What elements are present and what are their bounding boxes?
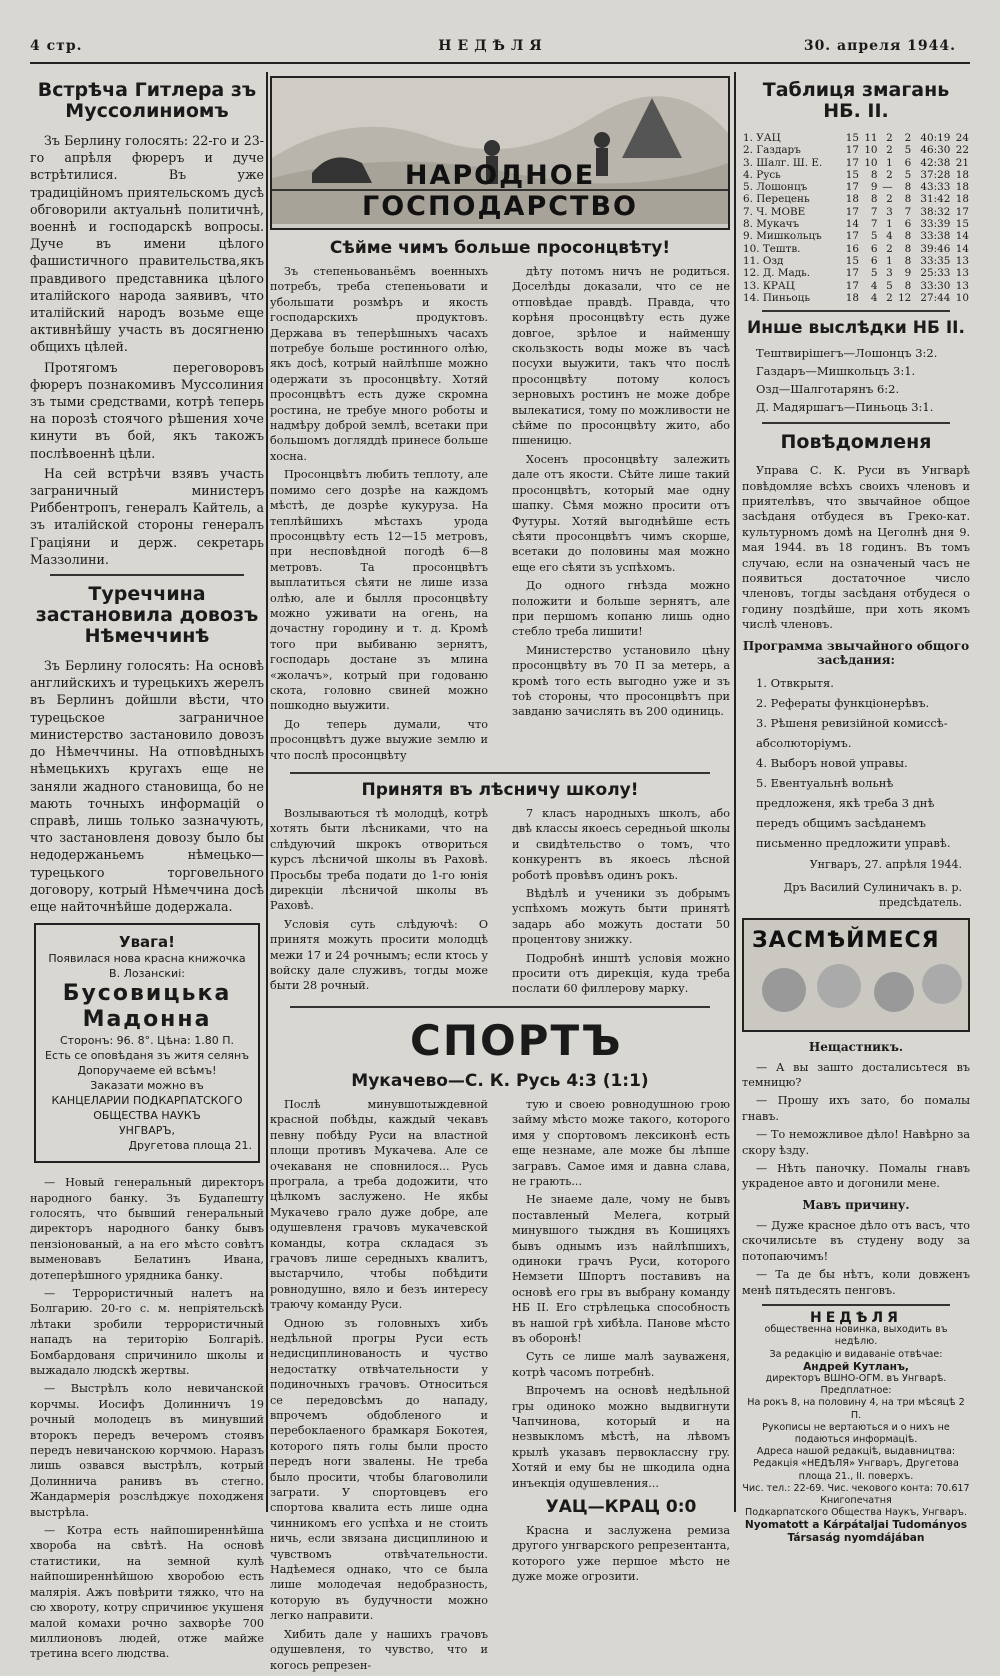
text-column xyxy=(512,806,730,1000)
program-title: Программа звычайного общого засѣдания: xyxy=(742,638,970,667)
column-rule-right xyxy=(734,72,736,1512)
standings-cell: 18 xyxy=(845,291,859,304)
standings-cell: 15 xyxy=(845,132,859,144)
masthead-line: Адреса нашой редакцiѣ, выдавництва: xyxy=(756,1446,956,1458)
standings-cell: 8 xyxy=(904,181,912,194)
text-column xyxy=(512,264,730,766)
standings-cell: 11 xyxy=(864,132,878,144)
news-item: — Выстрѣлъ коло невичанской корчмы. Иосифъ Долинничъ 19 рочный молодецъ въ минувший второкъ передъ вечеромъ стоявъ передъ невичанскою корчмою. Наразъ лишь озвався выстрѣлъ, котрый Долиннича ранивъ въ стегно. Жандармерiя розслѣджує походженя выстрѣла. xyxy=(30,1382,264,1519)
standings-row xyxy=(742,267,970,279)
standings-row xyxy=(742,230,970,242)
standings-row xyxy=(742,193,970,205)
text-column xyxy=(270,264,488,766)
masthead-line: Чис. тел.: 22-69. Чис. чекового конта: 70.617 xyxy=(742,1482,970,1494)
standings-cell: 15 xyxy=(845,254,859,267)
masthead-line: Рукописы не вертаються и о нихъ не подаються информацiѣ. xyxy=(762,1421,950,1445)
signature: Дръ Василий Сулиничакъ в. р. предсѣдатель. xyxy=(783,880,962,909)
standings-cell: 3 xyxy=(886,205,893,218)
ad-line: Есть се оповѣданя зъ житя селянъ xyxy=(45,1049,249,1063)
standings-cell: 33:30 xyxy=(920,279,951,292)
team-name: 8. Мукачъ xyxy=(743,218,800,231)
paragraph: Зъ степеньованьёмъ военныхъ потребъ, треба степеньовати и убольшати розмѣръ и якость господарскихъ продуктовъ. Держава въ теперѣшныхъ часахъ потребуе больше ростинного олѣю, якъ досѣ, котрый найлѣпше можно одержати зъ просонцвѣту. Хотяй просонцвѣтъ есть дуже скромна ростина, не требуе много роботы и надмѣру доброй землѣ, всетаки при большомъ догляддѣ принесе больше хосна. xyxy=(270,265,488,463)
standings-cell: 8 xyxy=(904,254,912,267)
sport-section-title: СПОРТЪ xyxy=(410,1015,623,1065)
paragraph: До одного гнѣзда можно положити и больше зернятъ, але при першомъ копаню лишь одно стебло треба лишити! xyxy=(512,579,730,639)
standings-cell: 2 xyxy=(886,291,893,304)
standings-row xyxy=(742,132,970,144)
standings-cell: 13 xyxy=(955,254,969,267)
news-item: — Котра есть найпоширеннѣйша хвороба на свѣтѣ. На основѣ статистики, на земной кулѣ найпоширеннѣйшою хворобою есть малярiя. Ажъ повѣрити тяжко, что на сю хвороту, котру спричинює укушеня малой комахи рочно захворѣе 700 миллионовъ людей, отже майже третина всего людства. xyxy=(30,1524,264,1661)
standings-cell: 18 xyxy=(955,168,969,181)
ad-attention: Увага! xyxy=(119,933,175,952)
news-briefs xyxy=(30,1175,264,1662)
text-column xyxy=(512,1097,730,1676)
standings-cell: 17 xyxy=(845,267,859,280)
joke-title: Нещастникъ. xyxy=(808,1039,904,1054)
paragraph: Возлываються тѣ молодцѣ, котрѣ хотять быти лѣсниками, что на слѣдуючий шкрокъ отвориться курсъ лѣсничой школы въ Раховѣ. Просьбы треба подати до 1-го юнiя дирекцiи лѣсничой школы въ Раховѣ. xyxy=(270,807,488,913)
standings-row xyxy=(742,280,970,292)
standings-cell: 6 xyxy=(870,254,878,267)
team-name: 10. Тештв. xyxy=(743,242,801,255)
result-line: Тештвирiшегъ—Лошонцъ 3:2. xyxy=(756,346,938,361)
standings-cell: 18 xyxy=(845,193,859,206)
paragraph: Министерство установило цѣну просонцвѣту въ 70 П за метерь, а кромѣ того есть выгодно уже и зъ тоѣ стороны, что просонцвѣтъ при завданю зачислять въ 200 одиниць. xyxy=(512,643,730,719)
agriculture-banner-illustration xyxy=(270,76,730,230)
left-column xyxy=(30,72,264,1661)
standings-cell: 5 xyxy=(904,168,912,181)
standings-cell: 17 xyxy=(845,144,859,157)
standings-cell: 13 xyxy=(955,267,969,280)
issue-date: 30. апреля 1944. xyxy=(803,38,956,54)
paragraph: Зъ Берлину голосять: 22-го и 23-го апрѣля фюреръ и дуче встрѣтилися. Въ уже традицiйномъ приятельскомъ дусѣ обговорили актуальнѣ политичнѣ, военнѣ и господарскѣ вопросы. Дуче въ имени цѣлого фашистичного правительства,якъ правдивого представника цѣлого италiйского народа заявивъ, что италiйский народъ возьме еще активнѣйшу участь въ досягненю общихъ цѣлей. xyxy=(30,133,264,355)
standings-cell: 17 xyxy=(845,156,859,169)
paragraph: Не знаеме дале, чому не бывъ поставленый Мелега, котрый минувшого тыждня въ Кошицяхъ бывъ однымъ изъ найлѣпшихъ, одиноки грачъ Руси, которого Немзети Шпортъ поставивъ на основѣ его гры въ выбрану команду НБ II. Его стрѣлецька способность въ нашой грѣ хибѣла. Панове мѣсто въ оборонѣ! xyxy=(512,1193,730,1345)
standings-cell: 4 xyxy=(870,279,878,292)
standings-row xyxy=(742,181,970,193)
masthead-line: Предплатное: xyxy=(820,1385,892,1397)
standings-cell: 15 xyxy=(845,168,859,181)
standings-cell: 1 xyxy=(886,254,893,267)
standings-cell: 2 xyxy=(886,193,893,206)
standings-cell: 33:39 xyxy=(920,218,951,231)
standings-cell: 1 xyxy=(886,156,893,169)
ad-line: Допоручаеме ей всѣмъ! xyxy=(77,1064,217,1078)
standings-cell: 2 xyxy=(886,242,893,255)
standings-cell: 4 xyxy=(870,291,878,304)
result-line: Д. Мадяршагъ—Пиньоць 3:1. xyxy=(756,400,934,415)
standings-cell: 8 xyxy=(904,279,912,292)
standings-cell: 22 xyxy=(955,144,969,157)
standings-row xyxy=(742,206,970,218)
standings-cell: 14 xyxy=(955,242,969,255)
standings-cell: 9 xyxy=(870,181,878,194)
team-name: 5. Лошонцъ xyxy=(743,181,808,194)
standings-cell: 31:42 xyxy=(920,193,951,206)
standings-cell: 16 xyxy=(845,242,859,255)
standings-cell: 18 xyxy=(955,193,969,206)
standings-cell: 6 xyxy=(904,156,912,169)
article-title-hitler-mussolini: Встрѣча Гитлера зъ Муссолиниомъ xyxy=(37,79,257,122)
paragraph: Хосенъ просонцвѣту залежить дале отъ якости. Сѣйте лише такий просонцвѣтъ, который мае одну шапку. Сѣмя можно просити отъ Футуры. Хотяй выгоднѣйше есть сѣяти просонцвѣтъ чимъ скорше, всетаки до половины мая можно еще его сѣяти зъ успѣхомъ. xyxy=(512,452,730,574)
paragraph: тую и своею ровнодушною грою займу мѣсто може такого, которого имя у спортовомъ лексиконѣ есть еще незнаме, але може бы лѣпше загравъ. Самое имя и давна слава, не грають... xyxy=(512,1097,730,1188)
ad-line: Заказати можно въ xyxy=(90,1079,204,1093)
standings-cell: 6 xyxy=(870,242,878,255)
standings-cell: 18 xyxy=(955,181,969,194)
standings-cell: — xyxy=(882,181,893,194)
paragraph: Одною зъ головныхъ хибъ недѣльной прогры Руси есть недисциплинованость и чуство недостатку отвѣчательности у подиночныхъ грачовъ. Относиться се передовсѣмъ до нападу, впрочемъ обдобленого и перебоклаеного брамкаря Бокотея, которого пять голы были просто передъ ноги звалены. Не треба было просити, чтобы благоволили заграти. У спортовцевъ его спортова квалита есть лише одна чинникомъ его успѣха и не стоить ничь, если звязана дисциплиною и чувствомъ отвѣчательности. Надѣемеся однако, что се была лише молодечая недобразность, которую въ будучности можно легко направити. xyxy=(270,1316,488,1623)
standings-cell: 17 xyxy=(845,230,859,243)
team-name: 6. Перецень xyxy=(743,193,810,206)
standings-cell: 2 xyxy=(904,132,912,144)
team-name: 9. Мишкольцъ xyxy=(743,230,822,243)
divider xyxy=(290,772,710,774)
standings-cell: 1 xyxy=(886,218,893,231)
standings-title: Таблиця змагань НБ. II. xyxy=(762,79,950,122)
paragraph: Впрочемъ на основѣ недѣльной гры одиноко можно выдвигнути Чапчинова, который и на незвыкломъ мѣстѣ, на лѣвомъ крылѣ указавъ первоклассну грy. Хотяй и ему бы не шкодила одна инъекцiя одушевления... xyxy=(512,1384,730,1490)
ad-address: Другетова площа 21. xyxy=(128,1139,252,1153)
standings-cell: 4 xyxy=(886,230,893,243)
article-title-sunflower: Сѣйме чимъ больше просонцвѣту! xyxy=(329,238,671,258)
ad-price: Сторонъ: 96. 8°. Цѣна: 1.80 П. xyxy=(59,1034,234,1048)
standings-cell: 8 xyxy=(904,230,912,243)
standings-cell: 15 xyxy=(955,218,969,231)
standings-cell: 17 xyxy=(955,205,969,218)
standings-cell: 3 xyxy=(886,267,893,280)
team-name: 13. КРАЦ xyxy=(743,279,795,292)
joke-line: — А вы зашто досталисьтеся въ темницю? xyxy=(742,1060,970,1090)
section-banner-title: НАРОДНОЕ ГОСПОДАРСТВО xyxy=(361,160,639,222)
program-item: 5. Евентуальнѣ вольнѣ предложеня, якѣ треба 3 днѣ передъ общимъ засѣданемъ письменно предложити управѣ. xyxy=(756,775,951,850)
standings-cell: 8 xyxy=(904,193,912,206)
masthead-line: На рокъ 8, на половину 4, на три мѣсяцѣ 2 П. xyxy=(747,1397,965,1421)
paragraph: Хибить дале у нашихъ грачовъ одушевленя, то чувство, что и когось репрезен- xyxy=(270,1627,488,1672)
standings-cell: 10 xyxy=(864,156,878,169)
standings-cell: 27:44 xyxy=(920,291,951,304)
standings-cell: 5 xyxy=(886,279,893,292)
article-title-match-report: Мукачево—С. К. Русь 4:3 (1:1) xyxy=(351,1070,649,1091)
standings-cell: 33:35 xyxy=(920,254,951,267)
result-line: Газдаръ—Мишкольцъ 3:1. xyxy=(756,364,916,379)
standings-row xyxy=(742,218,970,230)
standings-cell: 2 xyxy=(886,132,893,144)
standings-cell: 6 xyxy=(904,218,912,231)
standings-row xyxy=(742,243,970,255)
team-name: 1. УАЦ xyxy=(743,132,781,144)
team-name: 11. Озд xyxy=(743,254,784,267)
paragraph: Красна и заслужена ремиза другого унгварского репрезентанта, которого уже першое мѣсто не дуже може огрозити. xyxy=(512,1524,730,1584)
paragraph: 7 класъ народныхъ школъ, або двѣ классы якоесь середньой школы и свидѣтельство о томъ, что конкурентъ въ якоесь лѣсной роботѣ провѣвъ одинъ рокъ. xyxy=(512,807,730,882)
standings-cell: 5 xyxy=(870,267,878,280)
running-header xyxy=(30,38,956,60)
two-column-text xyxy=(270,1097,730,1676)
notice-title: Повѣдомленя xyxy=(780,431,932,454)
masthead xyxy=(742,1309,970,1544)
humor-banner-title: ЗАСМѢЙМЕСЯ xyxy=(752,927,940,953)
standings-cell: 14 xyxy=(845,218,859,231)
standings-cell: 43:33 xyxy=(920,181,951,194)
standings-cell: 2 xyxy=(886,168,893,181)
ad-city: УНГВАРЪ, xyxy=(118,1124,176,1138)
joke-line: — Прошу ихъ зато, бо помалы гнавъ. xyxy=(742,1094,970,1123)
standings-cell: 24 xyxy=(955,132,969,144)
joke-title: Мавъ причину. xyxy=(802,1197,910,1212)
standings-cell: 21 xyxy=(955,156,969,169)
result-line: Озд—Шалготарянъ 6:2. xyxy=(756,382,900,397)
paragraph: Послѣ минувшотыждевной красной побѣды, каждый чекавъ певну побѣду Руси на властной площи противъ Мукачева. Але се очекаваня не сповнилося... Русь програла, а треба додожити, что цѣлкомъ заслуженo. Не якбы Мукачево грало дуже добре, але одушевленя грачовъ мукачевской команды, котра складася зъ грачовъ лише середныхъ квалитъ, выстарчило, чтобы побѣдити ровнодушно, вяло и безъ интересу траючу команду Руси. xyxy=(270,1097,488,1312)
masthead-title: НЕДѢЛЯ xyxy=(810,1309,902,1326)
masthead-line: За редакцiю и видаванiе отвѣчае: xyxy=(769,1348,943,1360)
team-name: 12. Д. Мадь. xyxy=(743,267,811,280)
masthead-editor: Андрей Кутланъ, xyxy=(803,1360,909,1373)
newspaper-title: НЕДѢЛЯ xyxy=(438,38,548,54)
team-name: 4. Русь xyxy=(743,168,781,181)
program-item: 2. Рефераты функцiонерѣвъ. xyxy=(756,695,930,710)
joke-line: — Нѣть паночку. Помалы гнавъ украденое авто и догонили мене. xyxy=(742,1162,970,1191)
ad-organization: КАНЦЕЛАРИИ ПОДКАРПАТСКОГО ОБЩЕСТВА НАУКЪ xyxy=(51,1094,243,1123)
standings-row xyxy=(742,144,970,156)
paragraph: дѣту потомъ ничъ не родиться. Доселѣды доказали, что се не отповѣдае правдѣ. Правда, что корѣня просонцвѣту есть дуже довгое, зрѣлое и найменшу скользкость воды може въ часѣ посухи выужити, такъ что послѣ просонцвѣту потому колосъ зерновыхъ ростинъ не може добре вылекатися, тому по можливости не сѣйме по просонцвѣту жито, або пшеницю. xyxy=(512,265,730,448)
news-item: — Террористичный налетъ на Болгарию. 20-го с. м. непрiятельскѣ лѣтаки зробили террористичный нападъ на територiю Болгарiѣ. Бомбардованя спричинило школы и выжадало людскѣ жертвы. xyxy=(30,1286,264,1377)
divider xyxy=(290,1006,710,1008)
standings-cell: 33:38 xyxy=(920,230,951,243)
standings-cell: 7 xyxy=(904,205,912,218)
standings-cell: 17 xyxy=(845,181,859,194)
standings-cell: 9 xyxy=(904,267,912,280)
masthead-printer: Nyomatott a Kárpátaljai Tudományos Társaság nyomdájában xyxy=(744,1519,968,1544)
team-name: 7. Ч. МОВЕ xyxy=(743,205,806,218)
program-item: 3. Рѣшеня ревизiйной комиссѣ-абсолюторiумъ. xyxy=(756,715,948,750)
standings-row xyxy=(742,169,970,181)
ad-author: В. Лозанскиi: xyxy=(109,967,185,981)
team-name: 2. Газдаръ xyxy=(743,144,801,157)
standings-cell: 39:46 xyxy=(920,242,951,255)
paragraph: Подробнѣ инштѣ условiя можно просити отъ дирекцiя, куда треба послати 60 филлерову марку. xyxy=(512,951,730,996)
notice-text: Управа С. К. Руси въ Унгварѣ повѣдомляе всѣхъ своихъ членовъ и приятелѣвъ, что звычайное общое засѣданя отбудеся въ Греко-кат. культурномъ домѣ на Цеголнѣ дня 9. мая 1944. въ 18 годинъ. Въ томъ случаю, если на означеный часъ не появиться достаточное число членовъ, тогды засѣданя отбудеся о годину поздѣйше, при хоть якомъ числѣ членовъ. xyxy=(742,464,970,632)
right-column xyxy=(742,72,970,1544)
standings-cell: 37:28 xyxy=(920,168,951,181)
standings-cell: 5 xyxy=(904,144,912,157)
paragraph: До теперь думали, что просонцвѣтъ дуже выужие землю и что послѣ просонцвѣту xyxy=(270,717,488,762)
text-column xyxy=(270,806,488,1000)
standings-cell: 10 xyxy=(955,291,969,304)
masthead-line: Книгопечатня xyxy=(820,1494,892,1506)
standings-row xyxy=(742,157,970,169)
standings-cell: 17 xyxy=(845,279,859,292)
results-title: Инше выслѣдки НБ II. xyxy=(747,318,965,339)
standings-cell: 8 xyxy=(870,168,878,181)
standings-cell: 5 xyxy=(870,230,878,243)
standings-cell: 46:30 xyxy=(920,144,951,157)
joke-line: — То неможливое дѣло! Навѣрно за скору ѣзду. xyxy=(742,1128,970,1157)
standings-cell: 2 xyxy=(886,144,893,157)
standings-cell: 13 xyxy=(955,279,969,292)
program-item: 4. Выборъ новой управы. xyxy=(756,755,908,770)
standings-row xyxy=(742,292,970,304)
header-rule xyxy=(30,62,970,64)
joke-line: — Та де бы нѣтъ, коли довженъ менѣ пятьдесять пенговъ. xyxy=(742,1268,970,1297)
column-rule-left xyxy=(266,72,268,1512)
standings-cell: 7 xyxy=(870,218,878,231)
divider xyxy=(762,310,950,312)
standings-cell: 40:19 xyxy=(920,132,951,144)
paragraph: Зъ Берлину голосять: На основѣ английскихъ и турецькихъ жерелъ въ Берлинъ дойшли вѣсти, что турецьское заграничное министерство застановило довозъ до Нѣмеччины. На отповѣдныхъ нѣмецькихъ кругахъ еще не заняли жадного становища, бо не мають точныхъ информацiй о справѣ, лишь только зазначують, что застановленя довозу было бы недодержаньемъ нѣмецько—турецького торговельного договору, котрый Нѣмеччина досѣ еще найточнѣйше додержала. xyxy=(30,658,264,914)
ad-book-title: Бусовицька Мадонна xyxy=(62,981,232,1033)
masthead-line: Редакцiя «НЕДѢЛЯ» Унгваръ, Другетова площа 21., II. поверхъ. xyxy=(753,1458,959,1482)
text-column xyxy=(270,1097,488,1676)
subtitle-uac-krac: УАЦ—КРАЦ 0:0 xyxy=(545,1497,697,1518)
standings-cell: 7 xyxy=(870,205,878,218)
two-column-text xyxy=(270,264,730,766)
book-advertisement xyxy=(34,923,260,1163)
divider xyxy=(762,422,950,424)
standings-cell: 14 xyxy=(955,230,969,243)
page-number: 4 стр. xyxy=(30,38,83,54)
divider xyxy=(50,574,244,576)
standings-row xyxy=(742,255,970,267)
masthead-line: директоръ ВШНО-ОГМ. въ Унгварѣ. xyxy=(765,1372,947,1384)
team-name: 14. Пиньоць xyxy=(743,291,810,304)
paragraph: Протягомъ переговоровъ фюреръ познакомивъ Муссолиния зъ тыми средствами, котрѣ теперь на порозѣ стоячого рѣшения хоче кинути въ бой, якъ такожъ послѣвоеннѣ цѣли. xyxy=(30,359,264,461)
standings-cell: 25:33 xyxy=(920,267,951,280)
standings-table xyxy=(742,132,970,304)
joke-line: — Дуже красное дѣло отъ васъ, что скочилисьте въ студену воду за потопаючимъ! xyxy=(742,1218,970,1263)
paragraph: Вѣдѣлѣ и ученики зъ добрымъ успѣхомъ можуть быти принятѣ задарь або можуть достати 50 процентову знижку. xyxy=(512,887,730,947)
article-title-turkey: Туреччина застановила довозъ Нѣмеччинѣ xyxy=(35,583,259,648)
article-title-forestry-school: Принятя въ лѣсничу школу! xyxy=(361,780,639,800)
humor-banner-illustration xyxy=(742,918,970,1032)
masthead-line: общественна новинка, выходить въ недѣлю. xyxy=(764,1324,948,1348)
standings-cell: 42:38 xyxy=(920,156,951,169)
standings-cell: 8 xyxy=(870,193,878,206)
ad-line: Появилася нова красна книжочка xyxy=(48,952,246,966)
program-item: 1. Отвкрытя. xyxy=(756,675,834,690)
two-column-text xyxy=(270,806,730,1000)
standings-cell: 12 xyxy=(898,291,912,304)
paragraph: Суть се лише малѣ зауваженя, котрѣ часомъ потребнѣ. xyxy=(512,1350,730,1379)
team-name: 3. Шалг. Ш. Е. xyxy=(743,156,823,169)
middle-column xyxy=(270,72,730,1672)
masthead-line: Подкарпатского Общества Наукъ, Унгваръ. xyxy=(744,1507,968,1519)
paragraph: Просонцвѣтъ любить теплоту, але помимо сего дозрѣе на каждомъ мѣстѣ, де дозрѣе кукуруза. На теплѣйшихъ мѣстахъ урода просонцвѣту есть 12—15 метровъ, при несповѣдной погодѣ 6—8 метровъ. Та просонцвѣтъ выплатиться сѣяти не лише изза олѣю, але и былля просонцвѣту можно уживати на огень, на дочастну городину и т. д. Кромѣ того при выбиваню зернятъ, господарь достане зъ млина «жолачъ», котрый при годованю скота, головно свиней можно пошкодно выужити. xyxy=(270,468,488,713)
standings-cell: 10 xyxy=(864,144,878,157)
paragraph: Условiя суть слѣдуючѣ: О принятя можуть просити молодцѣ межи 17 и 24 рочнымъ; если ктось у войску дале служивъ, тогды може быти 28 рочный. xyxy=(270,917,488,993)
news-item: — Новый генеральный директоръ народного банку. Зъ Будапешту голосять, что бывший генеральный директоръ народного банку бывъ пензiонованый, а на его мѣсто совѣтъ выменовавъ Белатинъ Ивана, дотеперѣшного урядника банку. xyxy=(30,1176,264,1282)
place-date: Унгваръ, 27. апрѣля 1944. xyxy=(809,857,962,871)
standings-cell: 17 xyxy=(845,205,859,218)
standings-cell: 38:32 xyxy=(920,205,951,218)
paragraph: На сей встрѣчи взявъ участь заграничный министеръ Риббентропъ, генералъ Кайтель, а зъ италiйской стороны генералъ Грацiяни и держ. секретарь Маззолини. xyxy=(30,465,264,567)
divider xyxy=(762,1304,950,1306)
standings-cell: 8 xyxy=(904,242,912,255)
